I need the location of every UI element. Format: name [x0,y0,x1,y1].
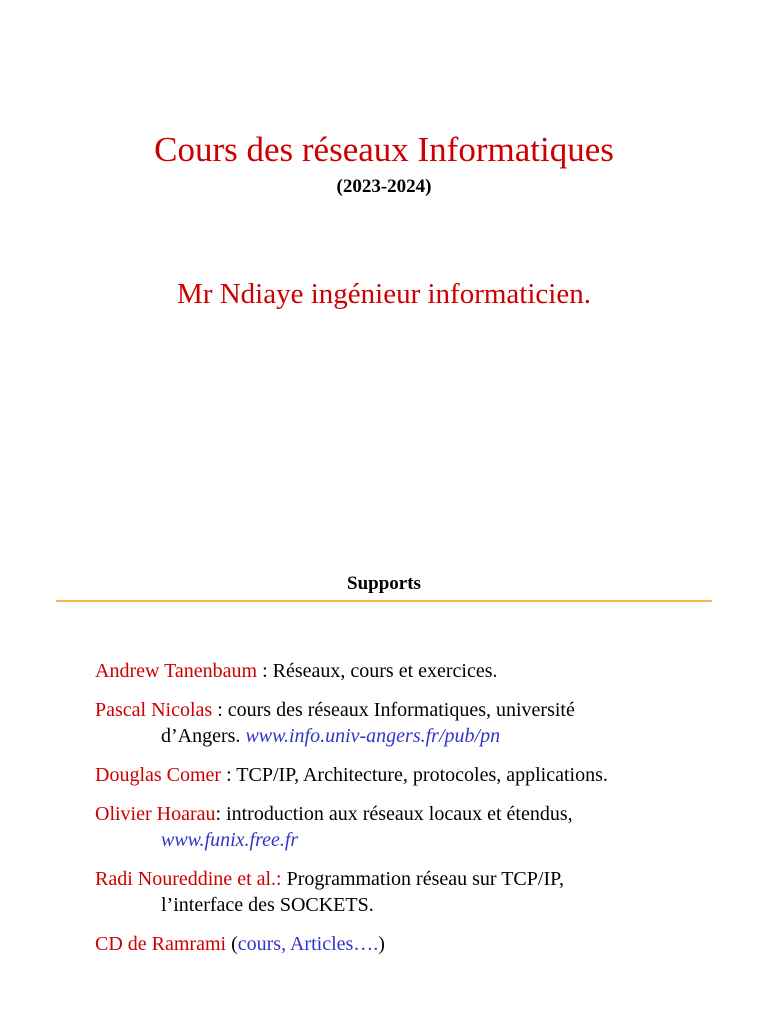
reference-noureddine [95,866,735,918]
reference-title: : cours des réseaux Informatiques, université [212,699,575,721]
supports-heading: Supports [347,573,421,594]
references-list [95,658,735,970]
reference-title: : introduction aux réseaux locaux et étendus, [215,803,573,825]
reference-author: Andrew Tanenbaum [95,660,258,682]
section-divider [56,600,712,602]
reference-nicolas [95,697,735,749]
page-title: Cours des réseaux Informatiques [154,130,614,169]
reference-author: Olivier Hoarau [95,803,216,825]
reference-ramrami [95,931,735,957]
reference-title-continued: d’Angers. [161,725,246,747]
reference-tanenbaum [95,658,735,684]
reference-hoarau [95,801,735,853]
reference-title-continued: l’interface des SOCKETS. [161,894,374,916]
author-line: Mr Ndiaye ingénieur informaticien. [177,278,591,310]
reference-author: Pascal Nicolas [95,699,213,721]
reference-author: CD de Ramrami [95,933,227,955]
reference-comer [95,762,735,788]
reference-url-link[interactable]: www.info.univ-angers.fr/pub/pn [245,725,501,747]
reference-author: Radi Noureddine et al.: [95,868,282,890]
reference-paren-close: ) [378,933,385,955]
reference-paren-open: ( [226,933,238,955]
reference-title: : TCP/IP, Architecture, protocoles, applications. [221,764,608,786]
academic-year: (2023-2024) [336,176,432,197]
reference-materials: cours, Articles…. [237,933,379,955]
reference-url-link[interactable]: www.funix.free.fr [161,829,299,851]
reference-title: Programmation réseau sur TCP/IP, [281,868,565,890]
reference-author: Douglas Comer [95,764,222,786]
reference-title: : Réseaux, cours et exercices. [257,660,498,682]
